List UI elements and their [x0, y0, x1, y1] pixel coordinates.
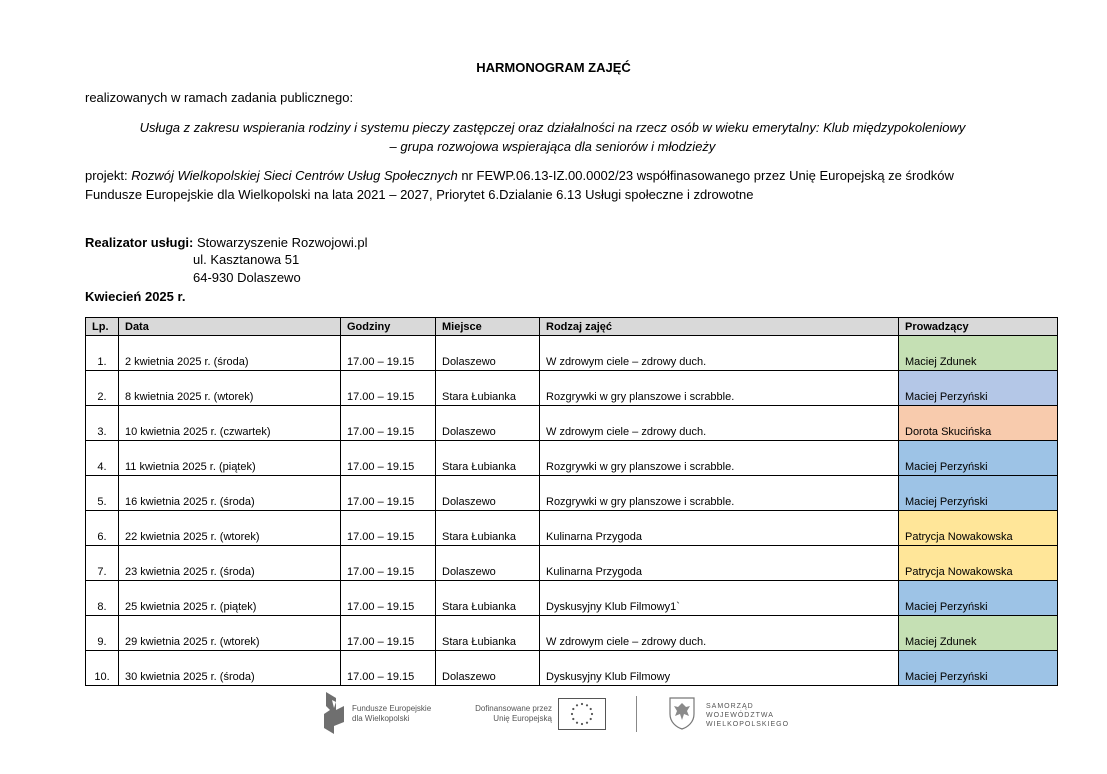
row-hours: 17.00 – 19.15	[341, 441, 436, 476]
table-row	[86, 441, 1058, 476]
eu-line-2: Unię Europejską	[493, 714, 552, 723]
row-leader: Maciej Perzyński	[899, 371, 1058, 406]
row-lp: 1.	[86, 336, 119, 371]
row-lp: 4.	[86, 441, 119, 476]
row-hours: 17.00 – 19.15	[341, 651, 436, 686]
row-leader: Maciej Perzyński	[899, 441, 1058, 476]
service-line-1: Usługa z zakresu wspierania rodziny i systemu pieczy zastępczej oraz działalności na rzecz osób w wieku emerytalny: Klub międzypokoleniowy	[139, 120, 966, 135]
eu-logo-text	[462, 704, 552, 724]
realizator-city: 64-930 Dolaszewo	[193, 270, 301, 285]
row-hours: 17.00 – 19.15	[341, 406, 436, 441]
coat-of-arms-icon	[668, 696, 696, 730]
row-place: Stara Łubianka	[436, 581, 540, 616]
row-type: Kulinarna Przygoda	[540, 511, 899, 546]
row-place: Stara Łubianka	[436, 441, 540, 476]
row-hours: 17.00 – 19.15	[341, 581, 436, 616]
row-leader: Maciej Zdunek	[899, 616, 1058, 651]
service-description	[85, 118, 1020, 156]
header-place: Miejsce	[436, 318, 540, 336]
table-header-row	[86, 318, 1058, 336]
row-type: W zdrowym ciele – zdrowy duch.	[540, 336, 899, 371]
row-date: 23 kwietnia 2025 r. (środa)	[119, 546, 341, 581]
row-type: Kulinarna Przygoda	[540, 546, 899, 581]
row-hours: 17.00 – 19.15	[341, 616, 436, 651]
row-place: Stara Łubianka	[436, 616, 540, 651]
row-date: 30 kwietnia 2025 r. (środa)	[119, 651, 341, 686]
row-date: 29 kwietnia 2025 r. (wtorek)	[119, 616, 341, 651]
row-hours: 17.00 – 19.15	[341, 476, 436, 511]
realizator-street: ul. Kasztanowa 51	[193, 252, 300, 267]
row-date: 16 kwietnia 2025 r. (środa)	[119, 476, 341, 511]
row-hours: 17.00 – 19.15	[341, 511, 436, 546]
sw-line-1: SAMORZĄD	[706, 703, 754, 710]
row-lp: 9.	[86, 616, 119, 651]
table-row	[86, 651, 1058, 686]
row-leader: Dorota Skucińska	[899, 406, 1058, 441]
fe-logo-text	[352, 704, 431, 724]
table-row	[86, 476, 1058, 511]
realizator-name: Stowarzyszenie Rozwojowi.pl	[196, 235, 368, 250]
page-title: HARMONOGRAM ZAJĘĆ	[476, 60, 631, 75]
table-row	[86, 581, 1058, 616]
project-rest: nr FEWP.06.13-IZ.00.0002/23 współfinasowanego przez Unię Europejską ze środków	[457, 168, 954, 183]
project-prefix: projekt:	[85, 168, 132, 183]
table-row	[86, 546, 1058, 581]
row-lp: 8.	[86, 581, 119, 616]
project-line-1	[85, 166, 1045, 185]
row-type: W zdrowym ciele – zdrowy duch.	[540, 406, 899, 441]
table-row	[86, 336, 1058, 371]
row-date: 10 kwietnia 2025 r. (czwartek)	[119, 406, 341, 441]
row-leader: Maciej Perzyński	[899, 581, 1058, 616]
row-type: Rozgrywki w gry planszowe i scrabble.	[540, 371, 899, 406]
row-date: 22 kwietnia 2025 r. (wtorek)	[119, 511, 341, 546]
row-hours: 17.00 – 19.15	[341, 336, 436, 371]
sw-line-2: WOJEWÓDZTWA	[706, 712, 774, 719]
row-leader: Maciej Zdunek	[899, 336, 1058, 371]
row-lp: 10.	[86, 651, 119, 686]
row-lp: 5.	[86, 476, 119, 511]
row-type: Dyskusyjny Klub Filmowy	[540, 651, 899, 686]
row-lp: 2.	[86, 371, 119, 406]
row-place: Stara Łubianka	[436, 371, 540, 406]
eu-line-1: Dofinansowane przez	[475, 704, 552, 713]
row-lp: 7.	[86, 546, 119, 581]
table-row	[86, 371, 1058, 406]
row-leader: Maciej Perzyński	[899, 651, 1058, 686]
table-row	[86, 511, 1058, 546]
table-row	[86, 406, 1058, 441]
sw-line-3: WIELKOPOLSKIEGO	[706, 721, 790, 728]
row-lp: 6.	[86, 511, 119, 546]
row-leader: Patrycja Nowakowska	[899, 546, 1058, 581]
fe-logo-icon	[322, 692, 346, 734]
header-lp: Lp.	[86, 318, 119, 336]
footer-logos	[0, 690, 1107, 740]
row-place: Dolaszewo	[436, 336, 540, 371]
project-line-2: Fundusze Europejskie dla Wielkopolski na lata 2021 – 2027, Priorytet 6.Dzialanie 6.13 Usługi społeczne i zdrowotne	[85, 187, 754, 202]
eu-flag-icon	[558, 698, 606, 730]
header-hours: Godziny	[341, 318, 436, 336]
row-hours: 17.00 – 19.15	[341, 371, 436, 406]
footer-divider	[636, 696, 637, 732]
header-type: Rodzaj zajęć	[540, 318, 899, 336]
row-hours: 17.00 – 19.15	[341, 546, 436, 581]
month-heading: Kwiecień 2025 r.	[85, 289, 186, 304]
row-type: Rozgrywki w gry planszowe i scrabble.	[540, 441, 899, 476]
header-leader: Prowadzący	[899, 318, 1058, 336]
row-place: Dolaszewo	[436, 406, 540, 441]
schedule-table	[85, 317, 1058, 686]
project-description	[85, 166, 1045, 204]
row-type: W zdrowym ciele – zdrowy duch.	[540, 616, 899, 651]
fe-line-1: Fundusze Europejskie	[352, 704, 432, 713]
row-lp: 3.	[86, 406, 119, 441]
realizator-block	[85, 234, 368, 252]
row-place: Dolaszewo	[436, 476, 540, 511]
row-type: Rozgrywki w gry planszowe i scrabble.	[540, 476, 899, 511]
intro-text: realizowanych w ramach zadania publicznego:	[85, 90, 354, 105]
project-name: Rozwój Wielkopolskiej Sieci Centrów Usług Społecznych	[131, 168, 458, 183]
row-date: 11 kwietnia 2025 r. (piątek)	[119, 441, 341, 476]
row-leader: Maciej Perzyński	[899, 476, 1058, 511]
table-row	[86, 616, 1058, 651]
row-date: 25 kwietnia 2025 r. (piątek)	[119, 581, 341, 616]
row-place: Dolaszewo	[436, 651, 540, 686]
service-line-2: – grupa rozwojowa wspierająca dla seniorów i młodzieży	[389, 139, 716, 154]
row-type: Dyskusyjny Klub Filmowy1`	[540, 581, 899, 616]
row-place: Stara Łubianka	[436, 511, 540, 546]
fe-line-2: dla Wielkopolski	[352, 714, 410, 723]
row-place: Dolaszewo	[436, 546, 540, 581]
samorzad-logo-text	[706, 702, 789, 729]
realizator-label: Realizator usługi:	[85, 235, 194, 250]
row-leader: Patrycja Nowakowska	[899, 511, 1058, 546]
header-date: Data	[119, 318, 341, 336]
row-date: 2 kwietnia 2025 r. (środa)	[119, 336, 341, 371]
row-date: 8 kwietnia 2025 r. (wtorek)	[119, 371, 341, 406]
